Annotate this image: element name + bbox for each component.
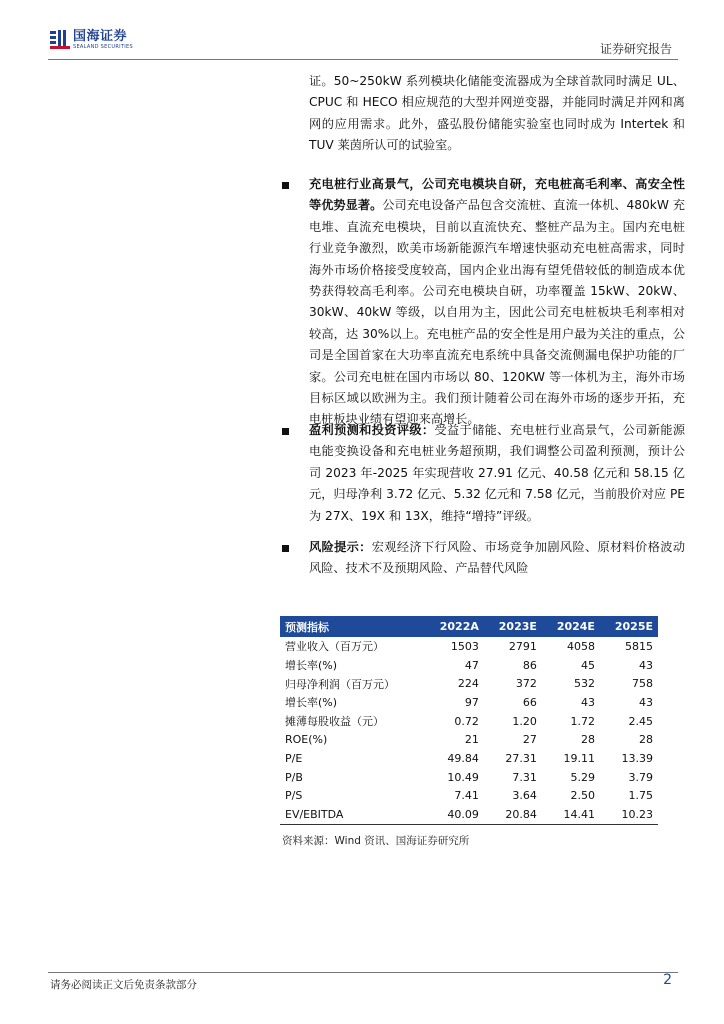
- paragraph-charging-pile: [309, 174, 685, 431]
- table-cell: 86: [522, 658, 537, 672]
- table-cell: 13.39: [621, 751, 653, 765]
- table-row: [280, 656, 658, 675]
- table-cell: 2791: [508, 639, 537, 653]
- table-row: [280, 693, 658, 712]
- row-label: P/E: [285, 751, 303, 765]
- table-cell: 1.20: [512, 714, 537, 728]
- row-label: 归母净利润（百万元）: [285, 677, 395, 691]
- column-header: 2022A: [425, 616, 484, 637]
- row-label: EV/EBITDA: [280, 805, 425, 824]
- table-cell: 7.41: [454, 789, 479, 803]
- row-label: P/S: [285, 789, 303, 803]
- row-label: 增长率(%): [285, 696, 338, 710]
- report-type-label: 证券研究报告: [599, 42, 672, 56]
- table-row: [280, 674, 658, 693]
- table-cell: 43: [580, 695, 595, 709]
- bullet-marker: [282, 545, 289, 552]
- row-label: 营业收入（百万元）: [285, 640, 384, 654]
- table-cell: 2.45: [628, 714, 653, 728]
- forecast-table-container: [280, 616, 658, 825]
- table-cell: 66: [522, 695, 537, 709]
- sealand-logo-icon: [50, 30, 70, 50]
- table-row: [280, 749, 658, 768]
- table-header-row: [280, 616, 658, 637]
- forecast-table: [280, 616, 658, 825]
- table-cell: 1503: [450, 639, 479, 653]
- table-cell: 0.72: [454, 714, 479, 728]
- table-cell: 28: [580, 733, 595, 747]
- footer-divider: [48, 972, 678, 973]
- row-label: 增长率(%): [285, 659, 338, 673]
- logo-chinese-name: 国海证券: [73, 29, 128, 44]
- table-cell: 47: [464, 658, 479, 672]
- paragraph-energy-storage: 证。50~250kW 系列模块化储能变流器成为全球首款同时满足 UL、CPUC 和 HECO 相应规范的大型并网逆变器，并能同时满足并网和离网的应用需求。此外，盛弘股份储能实验室也同时成为 Intertek 和 TUV 莱茵所认可的试验室。: [309, 74, 685, 153]
- table-cell: 21: [464, 733, 479, 747]
- table-cell: 372: [515, 677, 537, 691]
- table-cell: 1.72: [570, 714, 595, 728]
- forecast-rating-text: 受益于储能、充电桩行业高景气，公司新能源电能变换设备和充电桩业务超预期，我们调整公司盈利预测，预计公司 2023 年-2025 年实现营收 27.91 亿元、40.58 亿元和 58.15 亿元，归母净利 3.72 亿元、5.32 亿元和 7.58 亿元，当前股价对应 PE 为 27X、19X 和 13X，维持“增持”评级。: [309, 423, 686, 523]
- table-cell: 43: [639, 695, 653, 709]
- table-cell: 27.31: [505, 751, 537, 765]
- table-cell: 224: [457, 677, 479, 691]
- table-row: [280, 730, 658, 749]
- column-header: 2025E: [600, 616, 658, 637]
- table-cell: 97: [464, 695, 479, 709]
- table-cell: 28: [639, 733, 653, 747]
- column-header: 2024E: [542, 616, 600, 637]
- table-cell: 1.75: [628, 789, 653, 803]
- row-label: 摊薄每股收益（元）: [285, 715, 384, 729]
- table-cell: 20.84: [484, 805, 542, 824]
- table-row: [280, 712, 658, 731]
- table-row: [280, 768, 658, 787]
- table-cell: 2.50: [570, 789, 595, 803]
- table-cell: 10.23: [600, 805, 658, 824]
- table-cell: 3.79: [628, 770, 653, 784]
- table-source-note: 资料来源：Wind 资讯、国海证券研究所: [282, 835, 470, 847]
- table-row: [280, 637, 658, 656]
- disclaimer-text: 请务必阅读正文后免责条款部分: [50, 979, 197, 991]
- charging-pile-heading: 充电桩行业高景气，公司充电模块自研，充电桩高毛利率、高安全性等优势显著。: [309, 177, 685, 213]
- table-cell: 49.84: [447, 751, 479, 765]
- table-row: [280, 787, 658, 806]
- risk-warning-text: 宏观经济下行风险、市场竞争加剧风险、原材料价格波动风险、技术不及预期风险、产品替代风险: [309, 540, 686, 576]
- paragraph-risk-warning: [309, 537, 685, 580]
- row-label: P/B: [285, 770, 303, 784]
- bullet-marker: [282, 428, 289, 435]
- table-cell: 532: [573, 677, 595, 691]
- table-cell: 40.09: [425, 805, 484, 824]
- column-header: 2023E: [484, 616, 542, 637]
- risk-warning-heading: 风险提示：: [309, 540, 372, 554]
- table-cell: 5815: [625, 639, 653, 653]
- table-cell: 27: [522, 733, 537, 747]
- table-cell: 19.11: [563, 751, 595, 765]
- table-cell: 3.64: [512, 789, 537, 803]
- header-divider: [48, 59, 678, 60]
- table-cell: 14.41: [542, 805, 600, 824]
- table-cell: 7.31: [512, 770, 537, 784]
- charging-pile-text: 公司充电设备产品包含交流桩、直流一体机、480kW 充电堆、直流充电模块，目前以直流快充、整桩产品为主。国内充电桩行业竞争激烈，欧美市场新能源汽车增速快驱动充电桩高需求，同时海外市场价格接受度较高，国内企业出海有望凭借较低的制造成本优势获得较高毛利率。公司充电模块自研，功率覆盖 15kW、20kW、30kW、40kW 等级，以自用为主，因此公司充电桩板块毛利率相对较高，达 30%以上。充电桩产品的安全性是用户最为关注的重点，公司是全国首家在大功率直流充电系统中具备交流侧漏电保护功能的厂家。公司充电桩在国内市场以 80、120KW 等一体机为主，海外市场目标区域以欧洲为主。我们预计随着公司在海外市场的逐步开拓，充电桩板块业绩有望迎来高增长。: [309, 198, 685, 427]
- table-row: [280, 805, 658, 824]
- table-cell: 10.49: [447, 770, 479, 784]
- table-cell: 758: [632, 677, 653, 691]
- page-header: [0, 0, 724, 62]
- forecast-rating-heading: 盈利预测和投资评级：: [309, 423, 435, 437]
- row-label: ROE(%): [285, 733, 328, 747]
- paragraph-forecast-rating: [309, 420, 685, 527]
- column-header: 预测指标: [280, 616, 425, 637]
- bullet-marker: [282, 182, 289, 189]
- table-cell: 5.29: [570, 770, 595, 784]
- table-cell: 45: [580, 658, 595, 672]
- table-cell: 43: [639, 658, 653, 672]
- page-number: 2: [663, 972, 672, 988]
- sealand-logo: [50, 30, 133, 51]
- logo-english-name: SEALAND SECURITIES: [73, 44, 133, 50]
- table-cell: 4058: [566, 639, 595, 653]
